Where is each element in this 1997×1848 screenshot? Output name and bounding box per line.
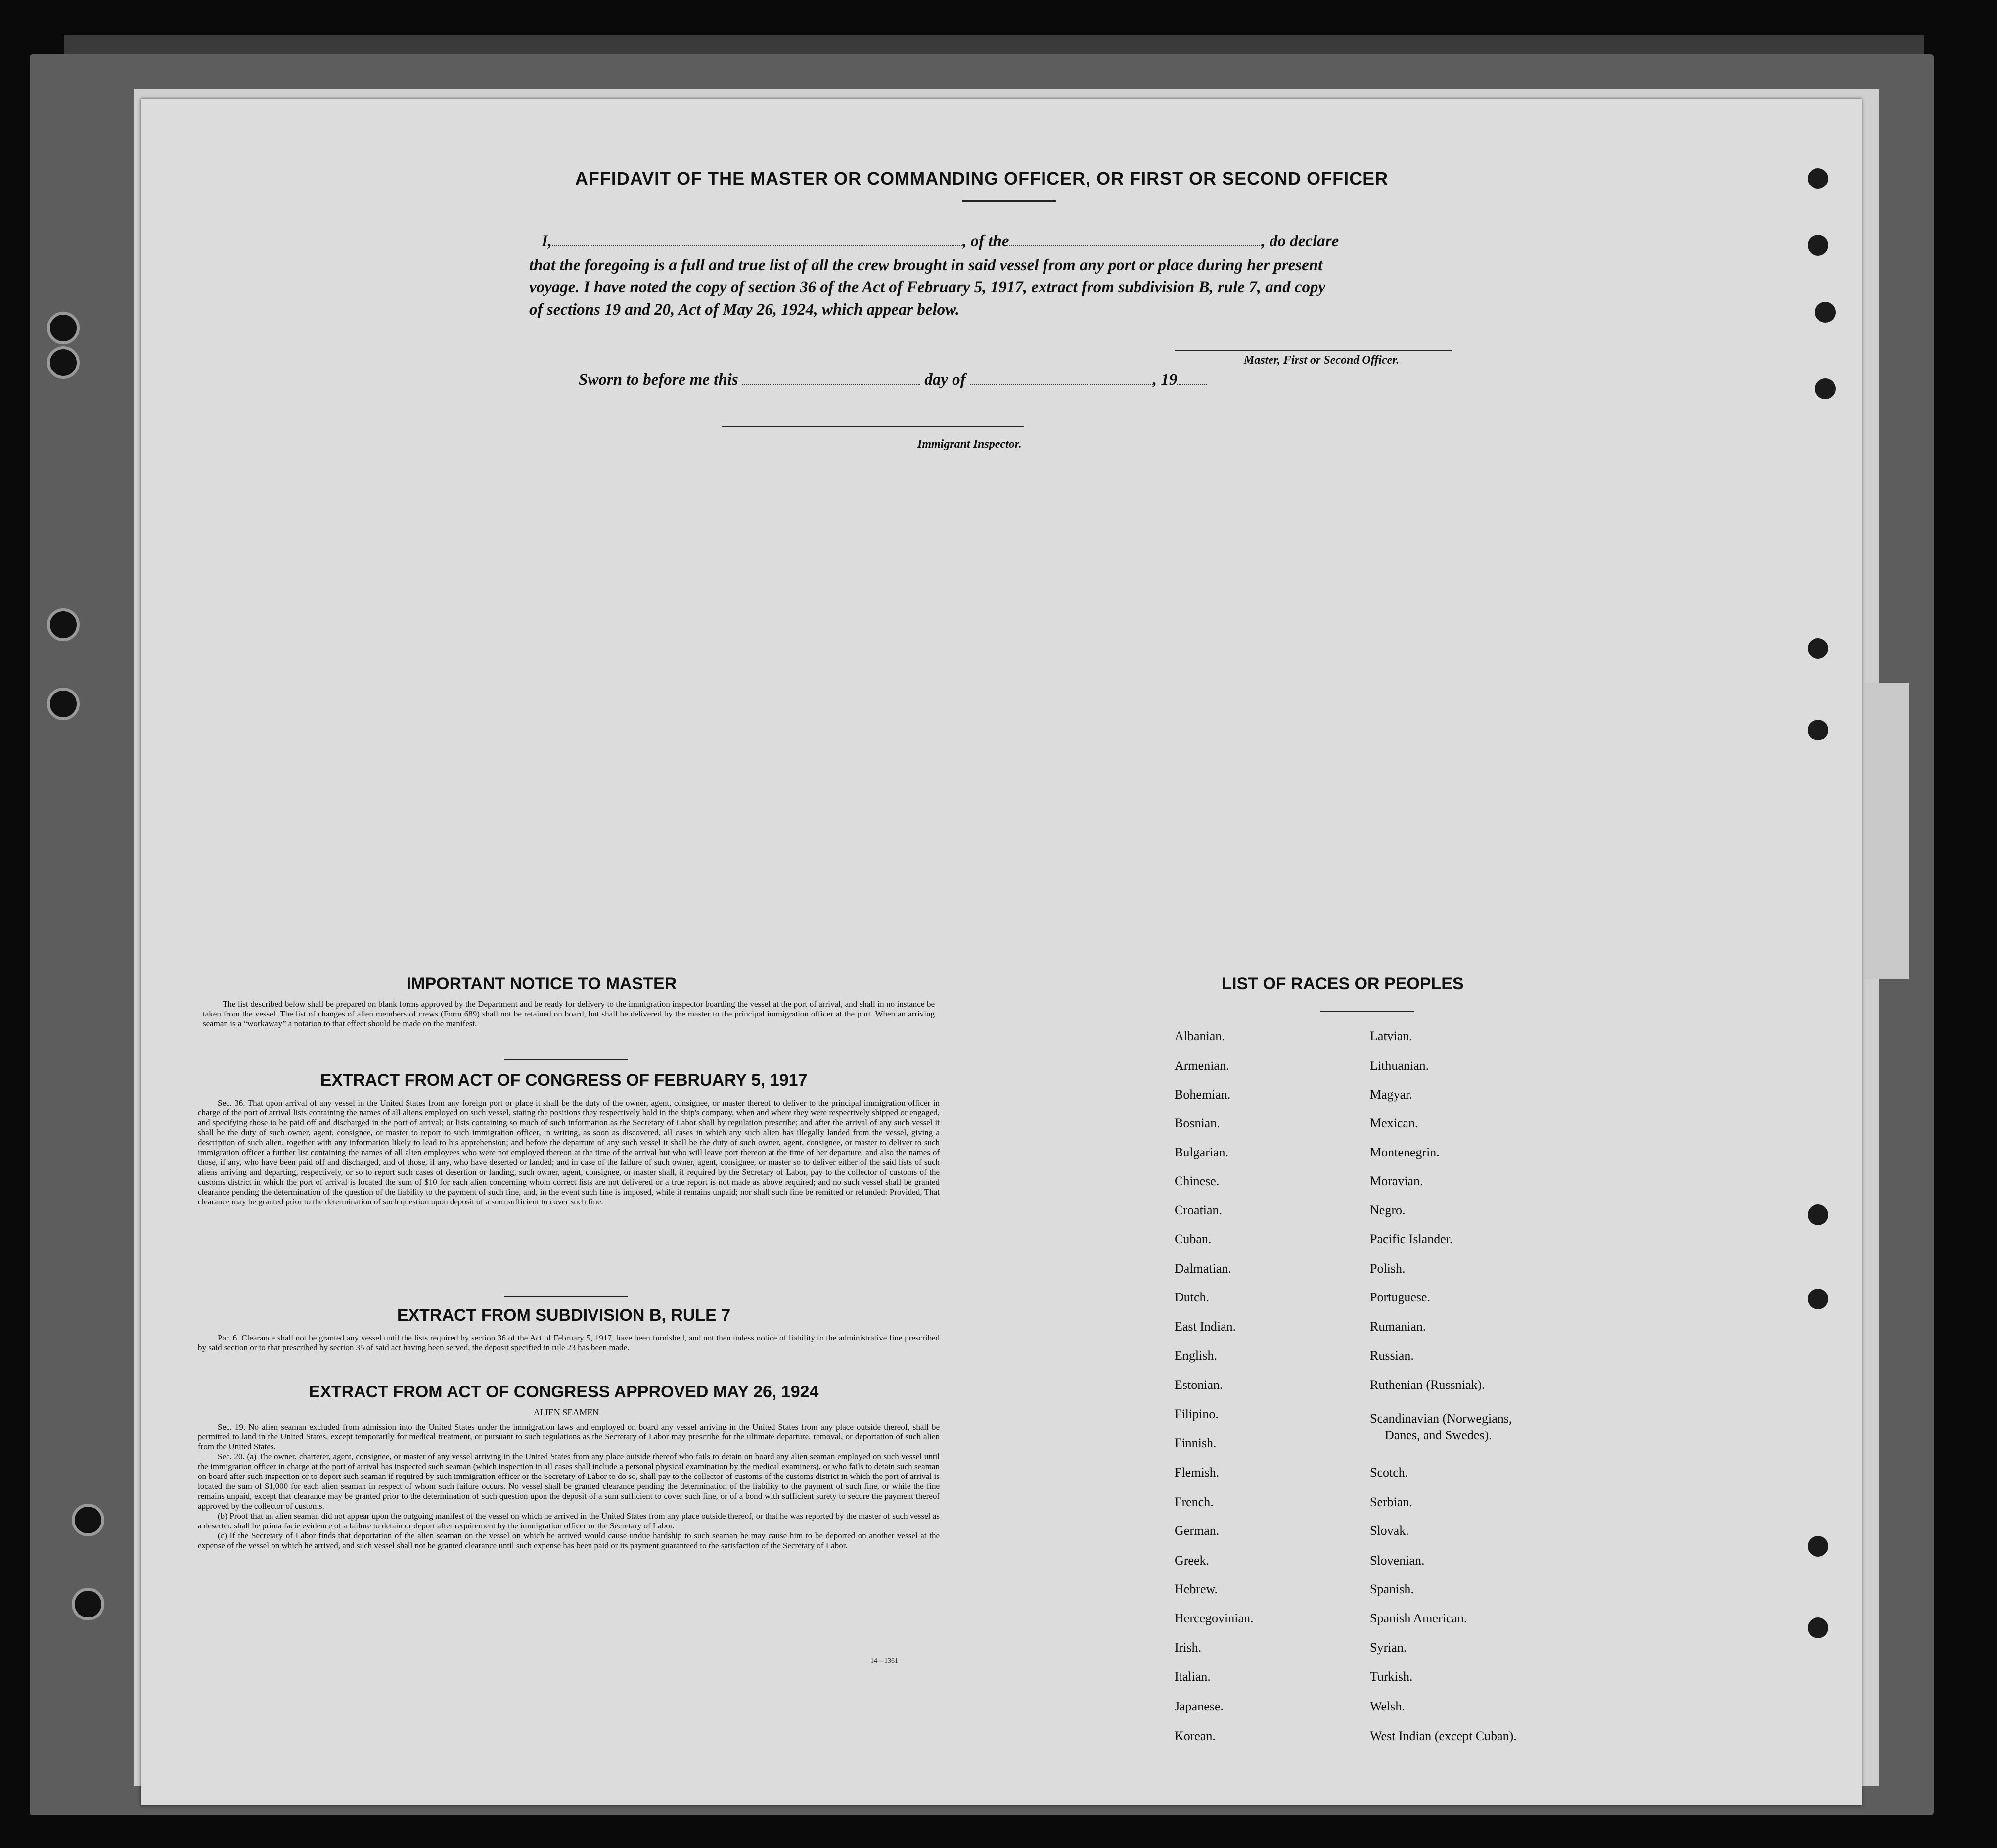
race-item: Welsh. — [1370, 1699, 1405, 1713]
punch-hole-icon — [1815, 302, 1836, 323]
declaration-line-4: of sections 19 and 20, Act of May 26, 1924, which appear below. — [529, 301, 960, 319]
race-item: Serbian. — [1370, 1495, 1412, 1509]
race-item: French. — [1175, 1495, 1214, 1509]
race-item: English. — [1175, 1348, 1217, 1363]
binder-hole-icon — [72, 1588, 104, 1620]
race-item: Rumanian. — [1370, 1319, 1426, 1334]
race-item: Montenegrin. — [1370, 1145, 1440, 1159]
name-blank-field[interactable] — [552, 245, 962, 246]
form-number: 14—1361 — [870, 1657, 898, 1664]
race-item: Flemish. — [1175, 1465, 1220, 1479]
race-item: Bulgarian. — [1175, 1145, 1229, 1159]
vessel-blank-field[interactable] — [1009, 245, 1262, 246]
race-item: Croatian. — [1175, 1203, 1223, 1217]
notice-title: IMPORTANT NOTICE TO MASTER — [406, 974, 677, 993]
race-item: East Indian. — [1175, 1319, 1236, 1334]
race-item: Latvian. — [1370, 1029, 1412, 1043]
race-item: Polish. — [1370, 1261, 1406, 1276]
race-item: Negro. — [1370, 1203, 1406, 1217]
race-item: Pacific Islander. — [1370, 1232, 1453, 1246]
race-item: Portuguese. — [1370, 1290, 1431, 1304]
race-item: Cuban. — [1175, 1232, 1212, 1246]
document-page — [141, 99, 1862, 1805]
year-prefix-label: , 19 — [1152, 371, 1178, 389]
sworn-label: Sworn to before me this — [579, 371, 738, 389]
title-rule — [962, 200, 1056, 202]
race-item: Turkish. — [1370, 1669, 1413, 1684]
race-item: Estonian. — [1175, 1378, 1223, 1392]
race-item: Scandinavian (Norwegians, — [1370, 1411, 1512, 1426]
race-item: Mexican. — [1370, 1116, 1418, 1130]
section-rule — [504, 1059, 628, 1060]
race-item: Slovenian. — [1370, 1553, 1425, 1568]
race-item: Bosnian. — [1175, 1116, 1220, 1130]
races-title-rule — [1320, 1011, 1414, 1012]
extract-1917-title: EXTRACT FROM ACT OF CONGRESS OF FEBRUARY 5, 1917 — [320, 1071, 808, 1090]
affidavit-title: AFFIDAVIT OF THE MASTER OR COMMANDING OFFICER, OR FIRST OR SECOND OFFICER — [575, 168, 1389, 188]
binder-hole-icon — [72, 1504, 104, 1536]
race-item: Italian. — [1175, 1669, 1211, 1684]
declaration-line-2: that the foregoing is a full and true list of all the crew brought in said vessel from any port or place during her present — [529, 256, 1323, 274]
punch-hole-icon — [1808, 1204, 1828, 1225]
race-item: Spanish. — [1370, 1582, 1414, 1596]
race-item: Hercegovinian. — [1175, 1611, 1254, 1625]
race-item: Korean. — [1175, 1729, 1216, 1743]
inspector-signature-line[interactable] — [722, 426, 1024, 427]
race-item: Syrian. — [1370, 1640, 1407, 1655]
race-item: Dutch. — [1175, 1290, 1210, 1304]
race-item: Russian. — [1370, 1348, 1414, 1363]
punch-hole-icon — [1808, 235, 1828, 256]
race-item: West Indian (except Cuban). — [1370, 1729, 1517, 1743]
race-item: Magyar. — [1370, 1087, 1412, 1102]
race-item: Lithuanian. — [1370, 1059, 1429, 1073]
sworn-month-field[interactable] — [970, 384, 1153, 385]
declaration-line-3: voyage. I have noted the copy of section 36 of the Act of February 5, 1917, extract from subdivision B, rule 7, and copy — [529, 278, 1326, 296]
master-signature-label: Master, First or Second Officer. — [1244, 354, 1400, 367]
punch-hole-icon — [1808, 638, 1828, 659]
binder-hole-icon — [47, 312, 80, 344]
sworn-line — [579, 371, 1207, 389]
declaration-do-declare: , do declare — [1261, 232, 1339, 250]
sworn-day-field[interactable] — [742, 384, 920, 385]
section-19-paragraph: Sec. 19. No alien seaman excluded from admission into the United States under the immigration laws and employed on board any vessel arriving in the United States from any place outside thereof, shall be permitted to land in the United States, except temporarily for medical treatment, or pursuant to such regulations as the Secretary of Labor may prescribe for the ultimate departure, removal, or deportation of such alien from the United States. — [198, 1422, 940, 1451]
declaration-i: I, — [542, 232, 552, 250]
section-36-paragraph: Sec. 36. That upon arrival of any vessel in the United States from any foreign port or place it shall be the duty of the owner, agent, consignee, or master thereof to deliver to the principal immigration officer in charge of the port of arrival lists containing the names of all aliens employed on such vessel, stating the positions they respectively hold in the ship's company, when and where they were respectively shipped or engaged, and specifying those to be paid off and discharged in the port of arrival; or lists containing so much of such information as the Secretary of Labor shall by regulation prescribe; and after the arrival of any such vessel it shall be the duty of such owner, agent, consignee, or master to report to such immigration officer, in writing, as soon as discovered, all cases in which any such alien has illegally landed from the vessel, giving a description of such alien, together with any information likely to lead to his apprehension; and before the departure of any such vessel it shall be the duty of such owner, agent, consignee, or master to deliver to such immigration officer a further list containing the names of all alien employees who were not employed thereon at the time of the arrival but who will leave port thereon at the time of her departure, and also the names of those, if any, who have been paid off and discharged, and of those, if any, who have deserted or landed; and in case of the failure of such owner, agent, consignee, or master so to deliver either of the said lists of such aliens arriving and departing, respectively, or so to report such cases of desertion or landing, such owner, agent, consignee, or master shall, if required by the Secretary of Labor, pay to the collector of customs of the customs district in which the port of arrival is located the sum of $10 for each alien concerning whom correct lists are not delivered or a true report is not made as above required; and no such vessel shall be granted clearance pending the determination of the question of the liability to the payment of such fine, and, in the event such fine is imposed, while it remains unpaid; nor shall such fine be remitted or refunded: Provided, That clearance may be granted prior to the determination of such question upon deposit of a sum sufficient to cover such fine. — [198, 1098, 940, 1206]
day-of-label: day of — [924, 371, 966, 389]
race-item: Finnish. — [1175, 1436, 1217, 1450]
section-rule — [504, 1296, 628, 1297]
extract-1924-title: EXTRACT FROM ACT OF CONGRESS APPROVED MAY 26, 1924 — [309, 1383, 819, 1401]
notice-paragraph: The list described below shall be prepared on blank forms approved by the Department and be ready for delivery to the immigration inspector boarding the vessel at the port of arrival, and shall in no instance be taken from the vessel. The list of changes of alien members of crews (Form 689) shall not be retained on board, but shall be delivered by the master to the principal immigration officer at the port. When an arriving seaman is a “workaway” a notation to that effect should be made on the manifest. — [203, 999, 935, 1028]
race-item: Irish. — [1175, 1640, 1202, 1655]
race-item: Scotch. — [1370, 1465, 1408, 1479]
race-item: Filipino. — [1175, 1407, 1219, 1421]
race-item: Chinese. — [1175, 1174, 1220, 1188]
binder-hole-icon — [47, 688, 80, 720]
race-item: Spanish American. — [1370, 1611, 1467, 1625]
binder-hole-icon — [47, 608, 80, 641]
extract-1917-text — [198, 1098, 940, 1207]
side-tab-strip — [1864, 683, 1909, 979]
declaration-line-1 — [542, 232, 1339, 251]
section-20c-paragraph: (c) If the Secretary of Labor finds that deportation of the alien seaman on the vessel on which he arrived would cause undue hardship to such seaman he may cause him to be deported on another vessel at the expense of the vessel on which he arrived, and such vessel shall not be granted clearance until such expense has been paid or its payment guaranteed to the satisfaction of the Secretary of Labor. — [198, 1531, 940, 1550]
paragraph-6: Par. 6. Clearance shall not be granted any vessel until the lists required by section 36 of the Act of February 5, 1917, have been furnished, and not then unless notice of liability to the administrative fine prescribed by said section or to that prescribed by section 35 of said act having been served, the deposit specified in rule 23 has been made. — [198, 1333, 940, 1352]
race-item: Hebrew. — [1175, 1582, 1218, 1596]
punch-hole-icon — [1815, 378, 1836, 399]
races-title: LIST OF RACES OR PEOPLES — [1222, 974, 1464, 993]
race-item: Danes, and Swedes). — [1385, 1428, 1492, 1442]
binder-hole-icon — [47, 346, 80, 379]
race-item: German. — [1175, 1524, 1220, 1538]
notice-text — [203, 999, 935, 1029]
extract-1924-text — [198, 1422, 940, 1551]
race-item: Greek. — [1175, 1553, 1210, 1568]
race-item: Moravian. — [1370, 1174, 1423, 1188]
punch-hole-icon — [1808, 1289, 1828, 1309]
inspector-signature-label: Immigrant Inspector. — [917, 438, 1022, 451]
race-item: Bohemian. — [1175, 1087, 1231, 1102]
race-item: Slovak. — [1370, 1524, 1409, 1538]
race-item: Albanian. — [1175, 1029, 1225, 1043]
master-signature-line[interactable] — [1175, 350, 1452, 351]
punch-hole-icon — [1808, 1536, 1828, 1557]
sworn-year-field[interactable] — [1177, 384, 1207, 385]
rule-7-title: EXTRACT FROM SUBDIVISION B, RULE 7 — [397, 1306, 731, 1325]
declaration-of-the: , of the — [962, 232, 1009, 250]
race-item: Japanese. — [1175, 1699, 1224, 1713]
rule-7-text — [198, 1333, 940, 1353]
section-20b-paragraph: (b) Proof that an alien seaman did not appear upon the outgoing manifest of the vessel on which he arrived in the United States from any place outside thereof, or that he was reported by the master of such vessel as a deserter, shall be prima facie evidence of a failure to detain or deport after requirement by the immigration officer or the Secretary of Labor. — [198, 1511, 940, 1530]
punch-hole-icon — [1808, 720, 1828, 740]
race-item: Dalmatian. — [1175, 1261, 1231, 1276]
section-20a-paragraph: Sec. 20. (a) The owner, charterer, agent, consignee, or master of any vessel arriving in the United States from any place outside thereof who fails to detain on board any alien seaman employed on such vessel until the immigration officer in charge at the port of arrival has inspected such seaman (which inspection in all cases shall include a personal physical examination by the medical examiners), or who fails to detain such seaman on board after such inspection or to deport such seaman if required by such immigration officer or the Secretary of Labor to do so, shall pay to the collector of customs of the customs district in which the port of arrival is located the sum of $1,000 for each alien seaman in respect of whom such failure occurs. No vessel shall be granted clearance pending the determination of the liability to the payment of such fine, or while the fine remains unpaid, except that clearance may be granted prior to the determination of such question upon the deposit of a sum sufficient to cover such fine, or of a bond with sufficient surety to secure the payment thereof approved by the collector of customs. — [198, 1452, 940, 1511]
race-item: Armenian. — [1175, 1059, 1229, 1073]
punch-hole-icon — [1808, 1617, 1828, 1638]
race-item: Ruthenian (Russniak). — [1370, 1378, 1485, 1392]
alien-seamen-subtitle: ALIEN SEAMEN — [533, 1407, 599, 1417]
